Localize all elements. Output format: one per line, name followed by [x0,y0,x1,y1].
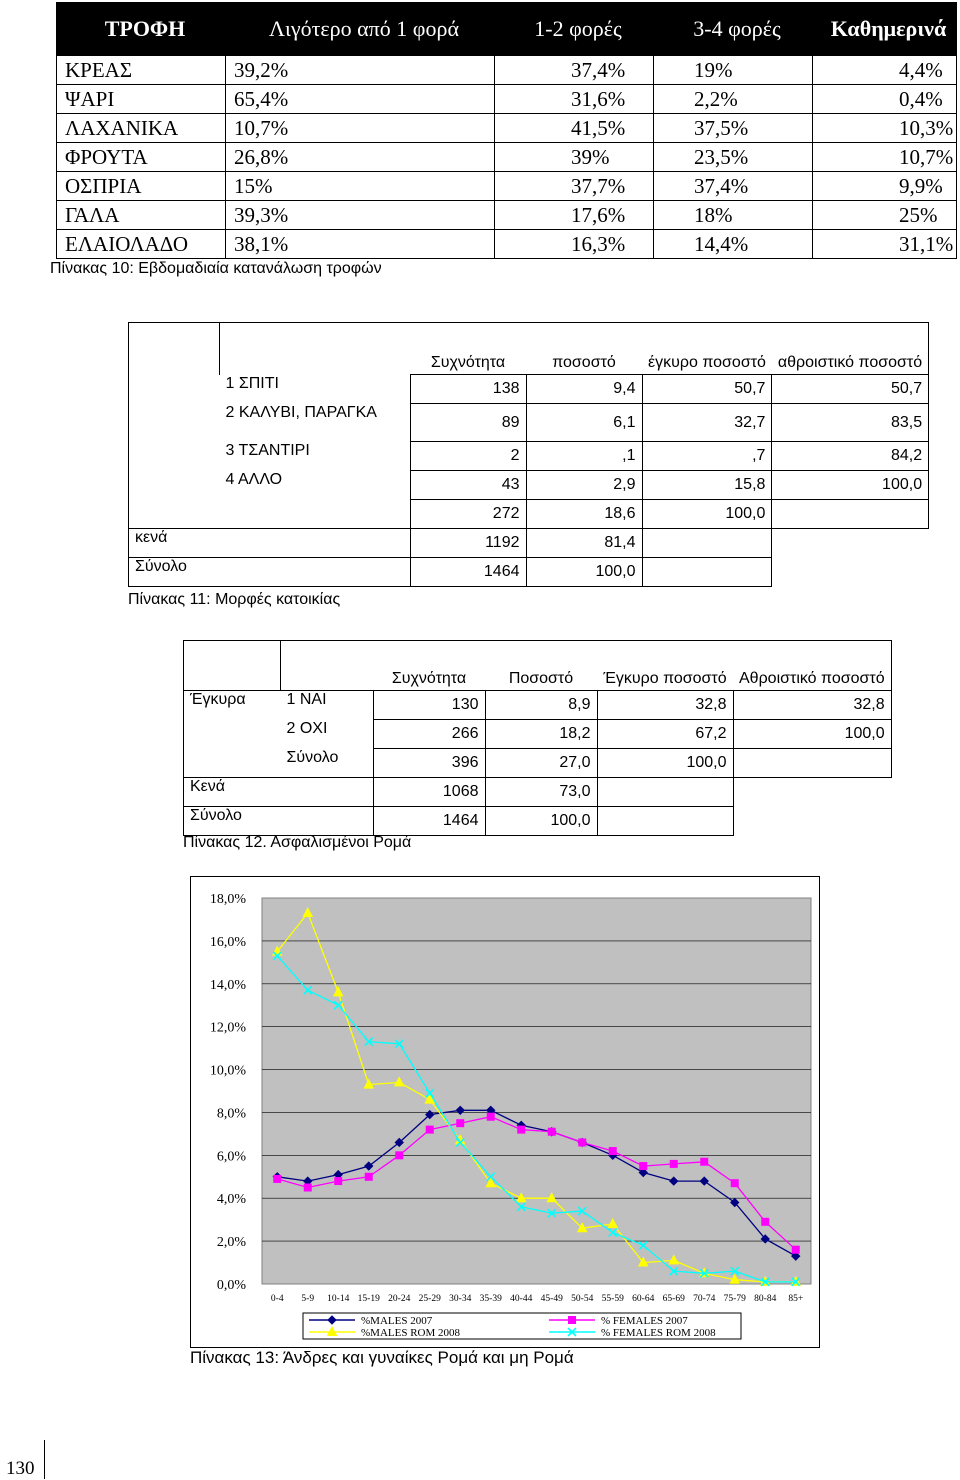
percent-cell: 23,5% [654,143,813,172]
column-header: Ποσοστό [485,641,597,691]
y-tick-label: 8,0% [216,1106,246,1122]
legend-label: % FEMALES 2007 [601,1315,688,1327]
percent-cell: 9,9% [813,172,957,201]
food-name-cell: ΚΡΕΑΣ [57,56,226,85]
value-cell: 84,2 [772,442,929,471]
value-cell: 1464 [410,558,526,587]
value-cell: ,7 [642,442,772,471]
value-cell: 89 [410,404,526,442]
percent-cell: 14,4% [654,230,813,259]
column-header: ποσοστό [526,323,642,375]
value-cell [733,749,891,778]
percent-cell: 41,5% [495,114,654,143]
x-tick-label: 20-24 [388,1294,411,1304]
housing-type-table [128,322,929,587]
value-cell: 2,9 [526,471,642,500]
percent-cell: 39% [495,143,654,172]
percent-cell: 39,2% [226,56,495,85]
table-row [129,375,929,404]
column-header: ΤΡΟΦΗ [57,3,226,56]
value-cell: 43 [410,471,526,500]
value-cell [642,558,772,587]
percent-cell: 37,7% [495,172,654,201]
age-distribution-chart [190,876,820,1348]
table-row [129,471,929,500]
percent-cell: 0,4% [813,85,957,114]
y-tick-label: 4,0% [216,1192,246,1208]
x-tick-label: 75-79 [723,1294,746,1304]
percent-cell: 26,8% [226,143,495,172]
table-row [57,143,957,172]
value-cell: 396 [373,749,485,778]
food-name-cell: ΟΣΠΡΙΑ [57,172,226,201]
page-number: 130 [6,1458,35,1479]
x-tick-label: 40-44 [510,1294,533,1304]
legend-label: %MALES 2007 [361,1315,433,1327]
value-cell [642,529,772,558]
food-name-cell: ΕΛΑΙΟΛΑΔΟ [57,230,226,259]
percent-cell: 38,1% [226,230,495,259]
data-point [579,1139,586,1146]
row-group-label [129,442,220,471]
value-cell: 100,0 [772,471,929,500]
row-label: 1 ΝΑΙ [281,691,374,720]
value-cell: ,1 [526,442,642,471]
table-10-caption: Πίνακας 10: Εβδομαδιαία κατανάλωση τροφών [50,260,382,277]
row-group-label: Σύνολο [129,558,220,587]
percent-cell: 17,6% [495,201,654,230]
row-group-label [184,749,281,778]
x-tick-label: 60-64 [632,1294,655,1304]
table-row [184,691,892,720]
value-cell: 18,2 [485,720,597,749]
row-group-label [129,404,220,442]
data-point [609,1148,616,1155]
row-label [281,807,374,836]
row-label: 2 ΟΧΙ [286,719,328,737]
percent-cell: 4,4% [813,56,957,85]
x-tick-label: 55-59 [601,1294,624,1304]
percent-cell: 31,1% [813,230,957,259]
data-point [487,1113,494,1120]
value-cell [597,807,733,836]
value-cell: 81,4 [526,529,642,558]
data-point [762,1218,769,1225]
y-tick-label: 0,0% [216,1278,246,1293]
data-point [670,1160,677,1167]
x-tick-label: 45-49 [540,1294,563,1304]
y-tick-label: 10,0% [209,1063,246,1079]
value-cell: 15,8 [642,471,772,500]
table-header-row [129,323,929,375]
value-cell: 32,7 [642,404,772,442]
row-group-label [129,500,220,529]
table-row [184,807,892,836]
column-header: έγκυρο ποσοστό [642,323,772,375]
value-cell: 6,1 [526,404,642,442]
data-point [274,1175,281,1182]
percent-cell: 19% [654,56,813,85]
value-cell: 8,9 [485,691,597,720]
column-header: Συχνότητα [410,323,526,375]
column-header: αθροιστικό ποσοστό [772,323,929,375]
insured-roma-table [183,640,892,836]
table-12-caption: Πίνακας 12. Ασφαλισμένοι Ρομά [183,834,412,851]
percent-cell: 37,4% [495,56,654,85]
data-point [365,1173,372,1180]
table-row [184,720,892,749]
value-cell: 73,0 [485,778,597,807]
value-cell: 50,7 [772,375,929,404]
value-cell: 1192 [410,529,526,558]
table-row [184,749,892,778]
table-row [129,558,929,587]
x-tick-label: 25-29 [418,1294,441,1304]
percent-cell: 39,3% [226,201,495,230]
row-label: 4 ΑΛΛΟ [225,470,283,488]
data-point [640,1163,647,1170]
column-header: Αθροιστικό ποσοστό [733,641,891,691]
row-group-label: κενά [129,529,220,558]
data-point [569,1317,576,1324]
row-label: 1 ΣΠΙΤΙ [225,374,279,392]
value-cell [597,778,733,807]
value-cell: 2 [410,442,526,471]
data-point [731,1180,738,1187]
data-point [701,1158,708,1165]
value-cell: 1068 [373,778,485,807]
value-cell: 272 [410,500,526,529]
value-cell: 67,2 [597,720,733,749]
row-group-label [129,375,220,404]
row-label: 3 ΤΣΑΝΤΙΡΙ [225,441,310,459]
percent-cell: 18% [654,201,813,230]
food-consumption-table [56,2,957,259]
value-cell: 100,0 [733,720,891,749]
data-point [396,1152,403,1159]
x-tick-label: 15-19 [357,1294,380,1304]
blank-cell [733,778,891,807]
percent-cell: 25% [813,201,957,230]
empty-cell [220,323,411,375]
food-name-cell: ΨΑΡΙ [57,85,226,114]
y-tick-label: 18,0% [209,892,246,907]
empty-cell [281,641,374,691]
blank-cell [772,558,929,587]
row-label: 2 ΚΑΛΥΒΙ, ΠΑΡΑΓΚΑ [225,403,377,421]
chart-caption: Πίνακας 13: Άνδρες και γυναίκες Ρομά και μη Ρομά [190,1348,574,1367]
percent-cell: 10,7% [813,143,957,172]
data-point [548,1128,555,1135]
value-cell: 100,0 [597,749,733,778]
blank-cell [733,807,891,836]
value-cell: 100,0 [485,807,597,836]
y-tick-label: 6,0% [216,1149,246,1165]
table-row [129,500,929,529]
row-label [281,778,374,807]
table-row [129,404,929,442]
row-group-label: Σύνολο [184,807,281,836]
row-label: Σύνολο [286,748,339,766]
table-row [129,529,929,558]
blank-cell [772,529,929,558]
x-tick-label: 85+ [788,1294,804,1304]
percent-cell: 15% [226,172,495,201]
data-point [457,1120,464,1127]
x-tick-label: 5-9 [301,1294,315,1304]
table-row [57,230,957,259]
table-row [57,56,957,85]
legend-label: %MALES ROM 2008 [361,1327,461,1339]
value-cell: 18,6 [526,500,642,529]
table-header-row [57,3,957,56]
value-cell: 100,0 [526,558,642,587]
x-tick-label: 10-14 [327,1294,350,1304]
value-cell: 266 [373,720,485,749]
row-group-label: Έγκυρα [184,691,281,720]
value-cell: 1464 [373,807,485,836]
value-cell: 27,0 [485,749,597,778]
value-cell: 138 [410,375,526,404]
column-header: 3-4 φορές [654,3,813,56]
value-cell: 32,8 [733,691,891,720]
food-name-cell: ΦΡΟΥΤΑ [57,143,226,172]
data-point [335,1178,342,1185]
food-name-cell: ΓΑΛΑ [57,201,226,230]
y-tick-label: 14,0% [209,977,246,993]
percent-cell: 37,4% [654,172,813,201]
percent-cell: 16,3% [495,230,654,259]
plot-area [262,898,811,1284]
percent-cell: 37,5% [654,114,813,143]
column-header: Συχνότητα [373,641,485,691]
value-cell: 100,0 [642,500,772,529]
x-tick-label: 70-74 [693,1294,716,1304]
percent-cell: 10,7% [226,114,495,143]
value-cell: 32,8 [597,691,733,720]
x-tick-label: 0-4 [270,1294,284,1304]
x-tick-label: 35-39 [479,1294,502,1304]
row-group-label [184,720,281,749]
y-tick-label: 16,0% [209,934,246,950]
row-label [220,500,411,529]
table-row [57,172,957,201]
row-label [220,529,411,558]
food-name-cell: ΛΑΧΑΝΙΚΑ [57,114,226,143]
table-row [57,201,957,230]
table-header-row [184,641,892,691]
data-point [518,1126,525,1133]
data-point [426,1126,433,1133]
value-cell [772,500,929,529]
row-group-label: Κενά [184,778,281,807]
x-tick-label: 30-34 [449,1294,472,1304]
value-cell: 130 [373,691,485,720]
page-margin-rule [44,1440,45,1479]
table-11-caption: Πίνακας 11: Μορφές κατοικίας [128,591,341,608]
value-cell: 83,5 [772,404,929,442]
percent-cell: 10,3% [813,114,957,143]
percent-cell: 65,4% [226,85,495,114]
value-cell: 9,4 [526,375,642,404]
x-tick-label: 65-69 [662,1294,685,1304]
column-header: 1-2 φορές [495,3,654,56]
chart-canvas [191,877,819,1347]
row-label [220,558,411,587]
y-tick-label: 2,0% [216,1235,246,1251]
column-header: Καθημερινά [813,3,957,56]
table-row [57,114,957,143]
column-header: Λιγότερο από 1 φορά [226,3,495,56]
column-header: Έγκυρο ποσοστό [597,641,733,691]
value-cell: 50,7 [642,375,772,404]
x-tick-label: 80-84 [754,1294,777,1304]
percent-cell: 31,6% [495,85,654,114]
table-row [129,442,929,471]
x-tick-label: 50-54 [571,1294,594,1304]
percent-cell: 2,2% [654,85,813,114]
table-row [184,778,892,807]
data-point [304,1184,311,1191]
empty-cell [129,323,220,375]
empty-cell [184,641,281,691]
y-tick-label: 12,0% [209,1020,246,1036]
data-point [792,1246,799,1253]
legend-label: % FEMALES ROM 2008 [601,1327,716,1339]
table-row [57,85,957,114]
row-group-label [129,471,220,500]
